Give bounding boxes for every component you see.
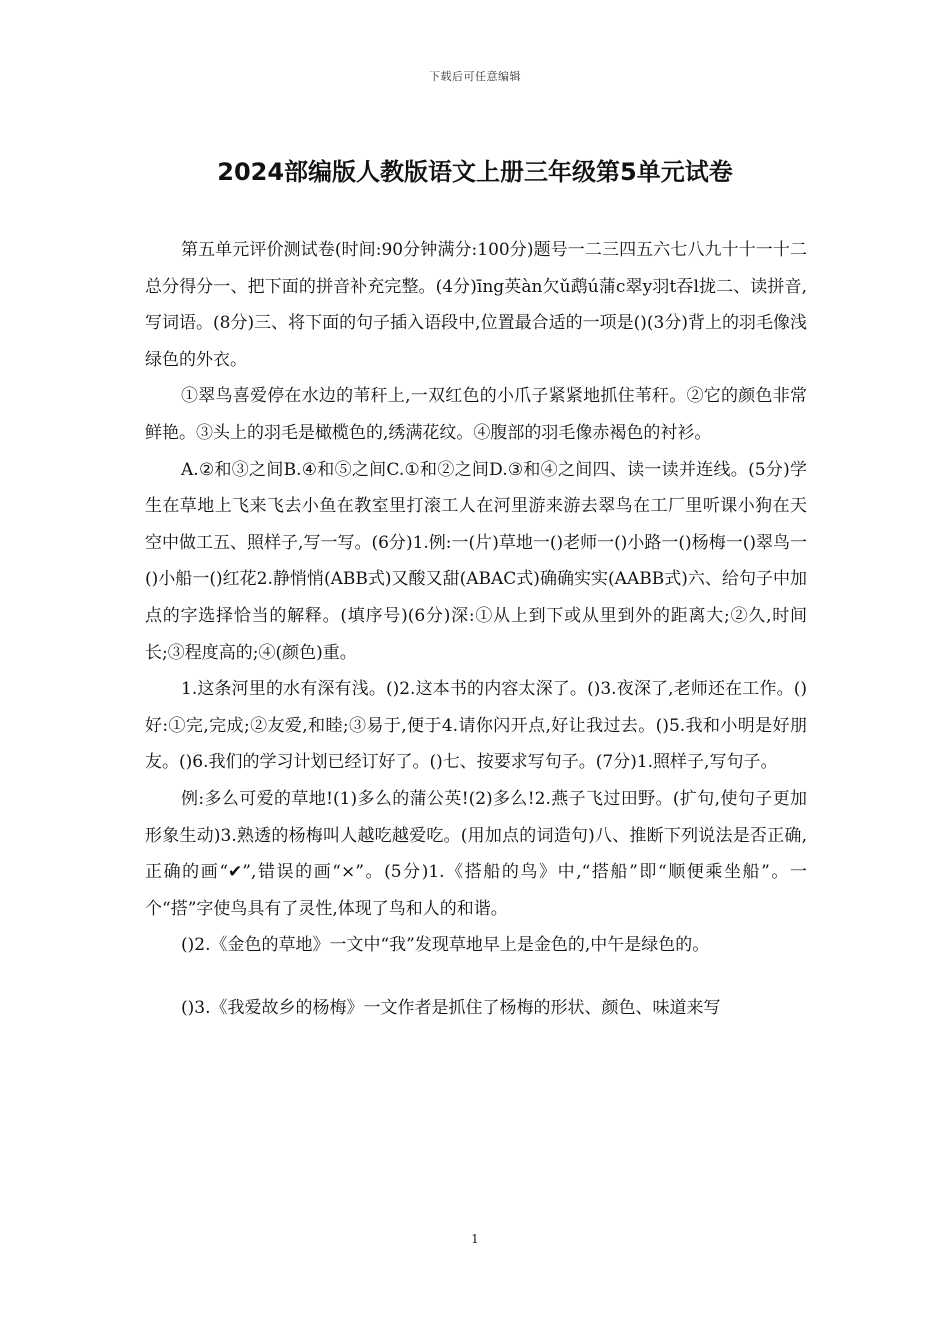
paragraph-3: A.②和③之间B.④和⑤之间C.①和②之间D.③和④之间四、读一读并连线。(5分)学生在草地上飞来飞去小鱼在教室里打滚工人在河里游来游去翠鸟在工厂里听课小狗在天空中做工五、照样子,写一写。(6分)1.例:一(片)草地一()老师一()小路一()杨梅一()翠鸟一()小船一()红花2.静悄悄(ABB式)又酸又甜(ABAC式)确确实实(AABB式)六、给句子中加点的字选择恰当的解释。(填序号)(6分)深:①从上到下或从里到外的距离大;②久,时间长;③程度高的;④(颜色)重。 [145, 459, 807, 663]
page-header: 下载后可任意编辑 [429, 70, 521, 83]
paragraph-6: ()2.《金色的草地》一文中“我”发现草地早上是金色的,中午是绿色的。 [181, 935, 710, 956]
paragraph-2: ①翠鸟喜爱停在水边的苇秆上,一双红色的小爪子紧紧地抓住苇秆。②它的颜色非常鲜艳。③头上的羽毛是橄榄色的,绣满花纹。④腹部的羽毛像赤褐色的衬衫。 [145, 386, 807, 443]
paragraph-5: 例:多么可爱的草地!(1)多么的蒲公英!(2)多么!2.燕子飞过田野。(扩句,使句子更加形象生动)3.熟透的杨梅叫人越吃越爱吃。(用加点的词造句)八、推断下列说法是否正确,正确的画“✔”,错误的画“×”。(5分)1.《搭船的鸟》中,“搭船”即“顺便乘坐船”。一个“搭”字使鸟具有了灵性,体现了鸟和人的和谐。 [145, 788, 807, 919]
paragraph-4: 1.这条河里的水有深有浅。()2.这本书的内容太深了。()3.夜深了,老师还在工作。()好:①完,完成;②友爱,和睦;③易于,便于4.请你闪开点,好让我过去。()5.我和小明是好朋友。()6.我们的学习计划已经订好了。()七、按要求写句子。(7分)1.照样子,写句子。 [145, 679, 807, 773]
paragraph-7: ()3.《我爱故乡的杨梅》一文作者是抓住了杨梅的形状、颜色、味道来写 [181, 997, 721, 1018]
document-title: 2024部编版人教版语文上册三年级第5单元试卷 [217, 158, 733, 186]
paragraph-1: 第五单元评价测试卷(时间:90分钟满分:100分)题号一二三四五六七八九十十一十二总分得分一、把下面的拼音补充完整。(4分)īng英àn欠ǔ鹉ú蒲c翠y羽t吞l拢二、读拼音,写词语。(8分)三、将下面的句子插入语段中,位置最合适的一项是()(3分)背上的羽毛像浅绿色的外衣。 [145, 240, 807, 370]
page-number: 1 [471, 1232, 479, 1246]
document-body [145, 232, 807, 1026]
